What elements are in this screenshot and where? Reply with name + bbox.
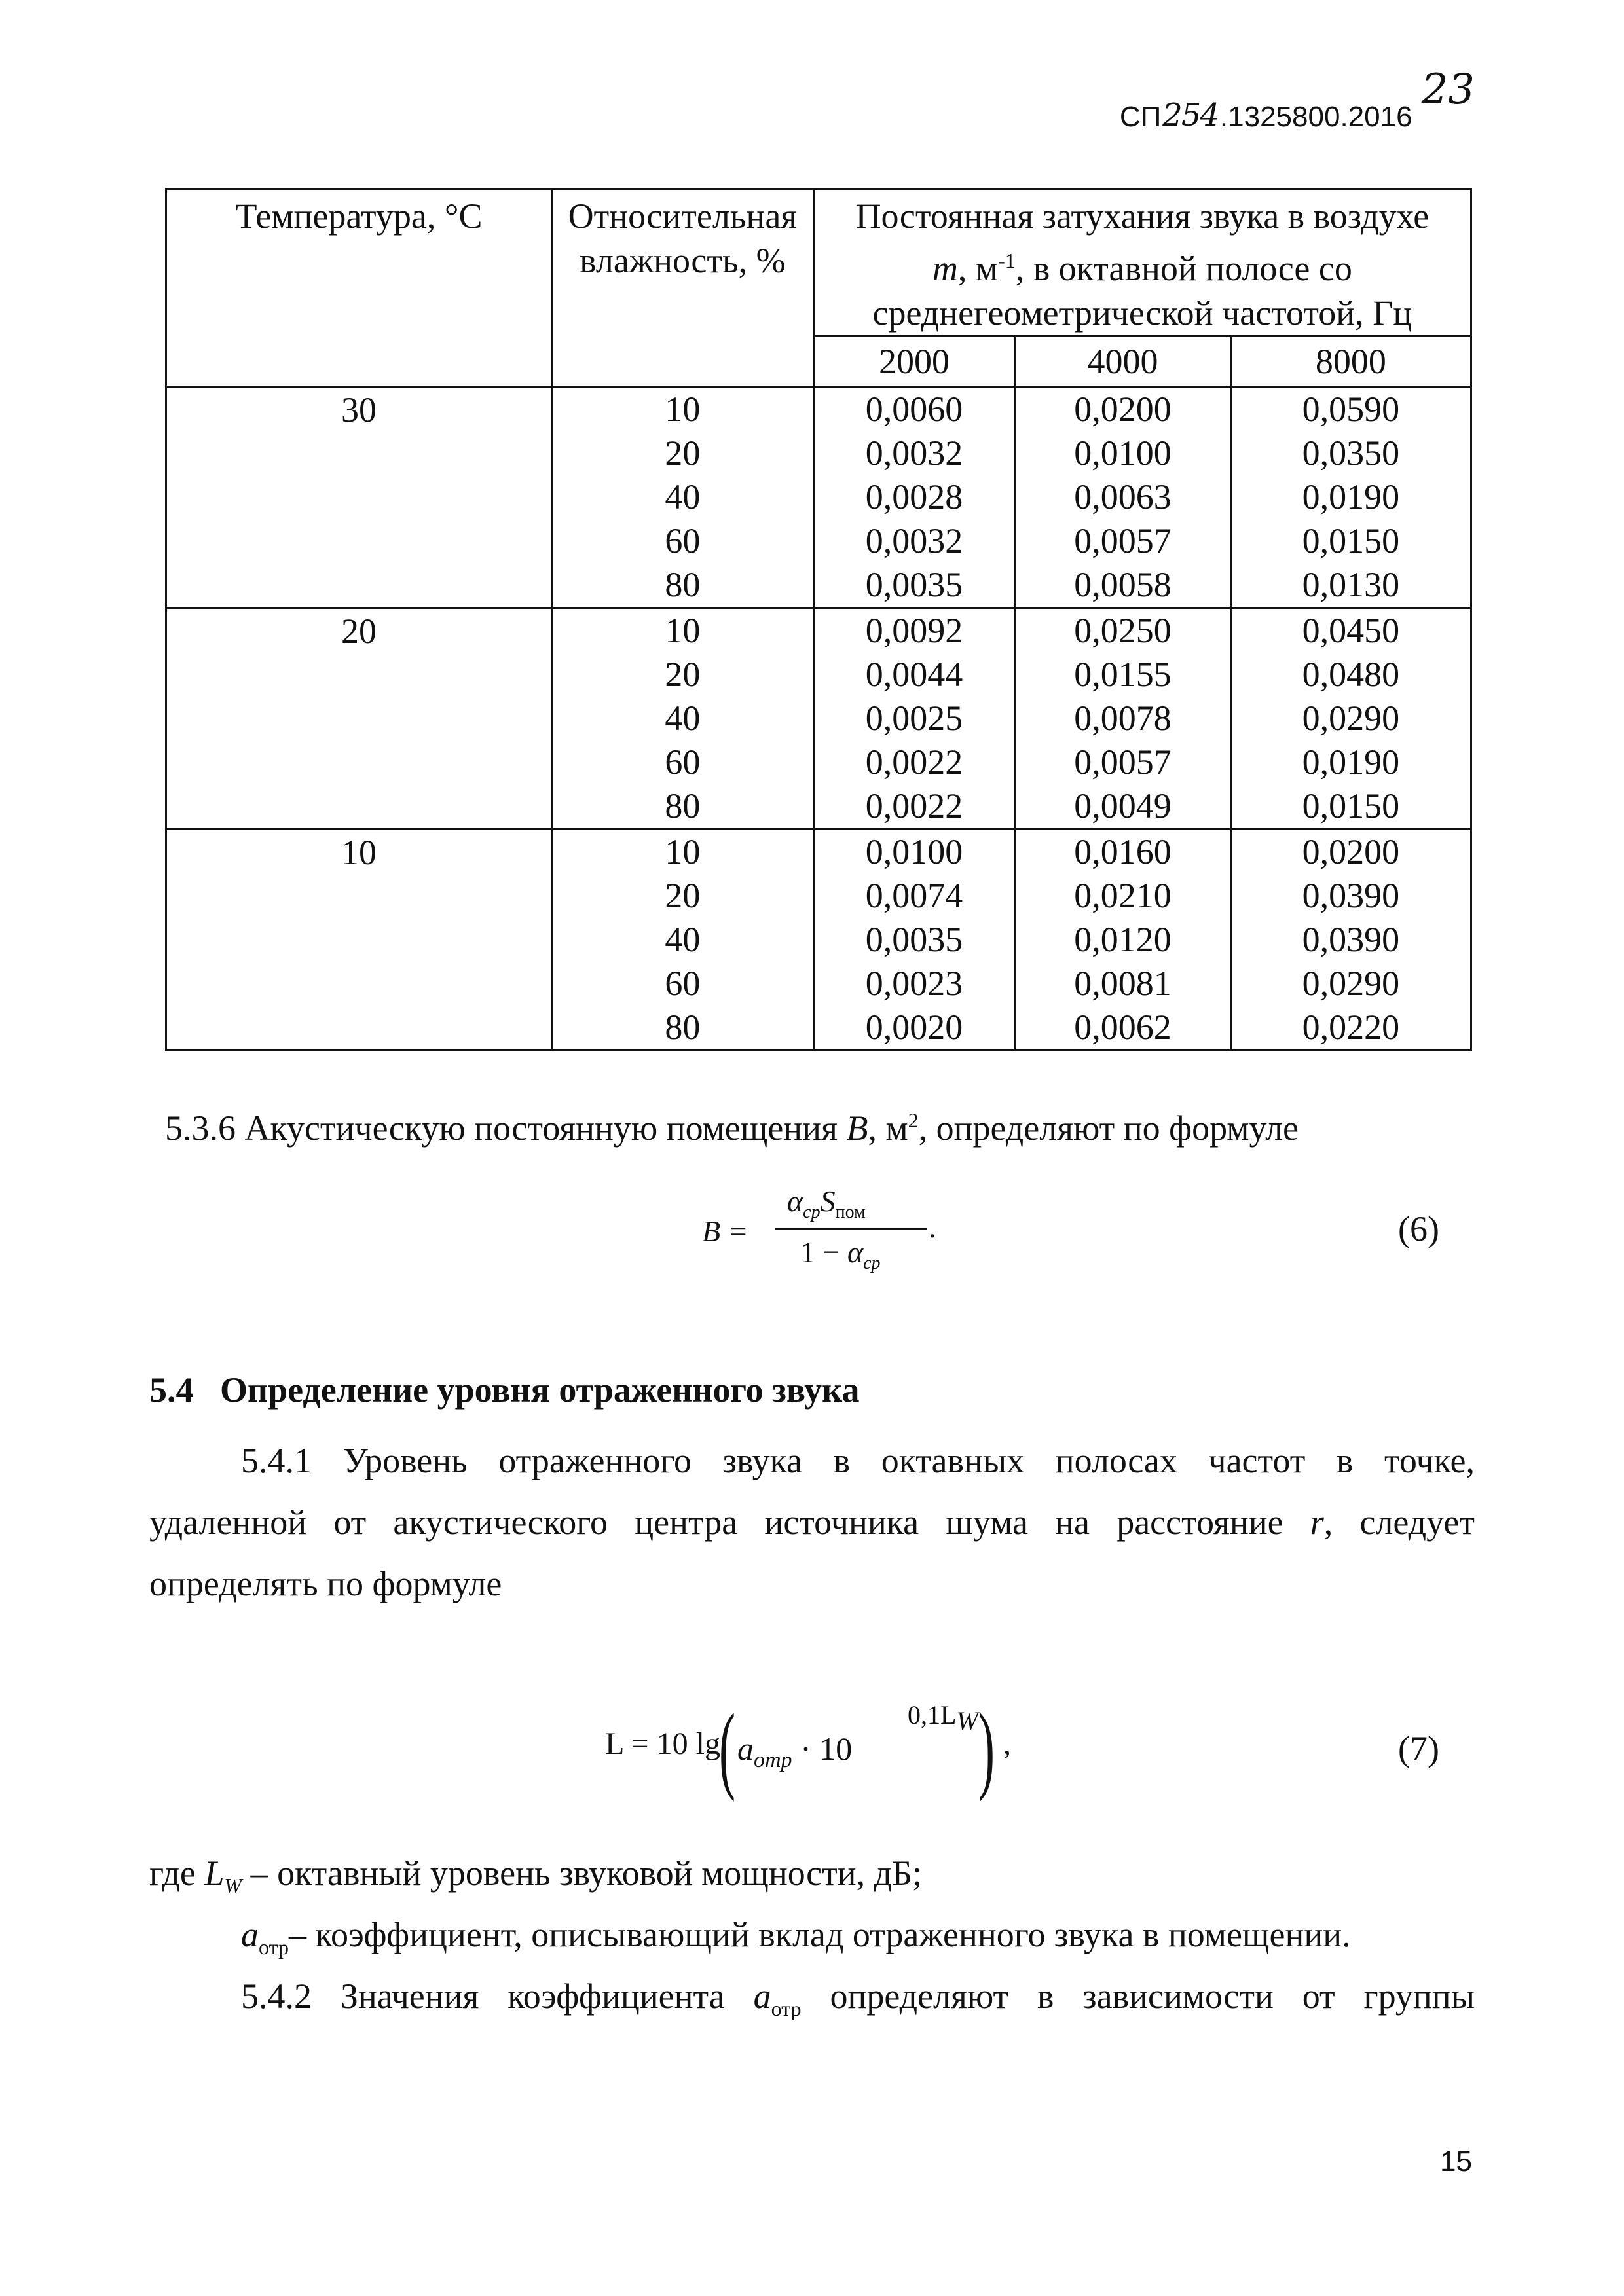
cell-humidity-value: 40 <box>665 477 701 517</box>
p536-text-c: , определяют по формуле <box>918 1108 1299 1148</box>
cell-f8000-value: 0,0350 <box>1302 433 1400 473</box>
cell-humidity-value: 10 <box>665 390 701 429</box>
cell-f2000 <box>813 387 1014 608</box>
cell-f8000-value: 0,0590 <box>1302 390 1400 429</box>
formula7-mid: · 10 <box>792 1730 853 1767</box>
cell-humidity <box>551 608 813 829</box>
cell-f4000-value: 0,0057 <box>1074 742 1172 782</box>
header-attenuation-tail: , в октавной полосе со <box>1015 249 1352 288</box>
cell-f8000 <box>1230 829 1471 1051</box>
p536-text-b: , м <box>868 1108 908 1148</box>
equation-number-6: (6) <box>1398 1209 1439 1248</box>
handwritten-page-mark: 23 <box>1421 65 1475 114</box>
cell-f2000 <box>813 829 1014 1051</box>
cell-temperature: 10 <box>166 829 552 1051</box>
formula6-denominator <box>800 1235 881 1274</box>
formula7-right-paren: ) <box>978 1694 995 1802</box>
cell-f4000-value: 0,0049 <box>1074 786 1172 826</box>
header-freq-2000: 2000 <box>813 337 1014 387</box>
p542-text-b: определяют в зависимости от группы <box>801 1977 1475 2016</box>
cell-f4000-value: 0,0058 <box>1074 565 1172 604</box>
p541-line3: определять по формуле <box>149 1564 502 1603</box>
document-code-prefix: СП <box>1119 101 1162 133</box>
cell-f4000-value: 0,0062 <box>1074 1008 1172 1047</box>
p541-line1: 5.4.1 Уровень отраженного звука в октавных полосах частот в точке, <box>241 1441 1475 1480</box>
cell-humidity-value: 60 <box>665 964 701 1003</box>
cell-f8000-value: 0,0290 <box>1302 964 1400 1003</box>
page-number: 15 <box>1440 2145 1472 2178</box>
formula7-a-sub: отр <box>754 1748 792 1772</box>
cell-humidity-value: 20 <box>665 876 701 915</box>
cell-f8000-value: 0,0450 <box>1302 611 1400 650</box>
cell-humidity-value: 10 <box>665 611 701 650</box>
def-lw-sub: W <box>224 1873 242 1897</box>
document-code <box>1119 65 1475 134</box>
cell-humidity <box>551 387 813 608</box>
cell-f2000-value: 0,0074 <box>865 876 963 915</box>
cell-humidity-value: 40 <box>665 699 701 738</box>
symbol-r: r <box>1310 1503 1324 1542</box>
cell-humidity-value: 80 <box>665 1008 701 1047</box>
cell-temperature: 20 <box>166 608 552 829</box>
cell-f8000-value: 0,0220 <box>1302 1008 1400 1047</box>
formula7-exp-sub: W <box>956 1706 978 1736</box>
def-a-symbol: a <box>241 1915 259 1954</box>
table-body <box>166 387 1471 1051</box>
cell-f2000-value: 0,0020 <box>865 1008 963 1047</box>
equation-number-7: (7) <box>1398 1729 1439 1768</box>
cell-f2000-value: 0,0035 <box>865 920 963 959</box>
cell-f4000-value: 0,0078 <box>1074 699 1172 738</box>
p542-a-sub: отр <box>771 1996 802 2020</box>
formula6-tail: . <box>929 1211 936 1244</box>
formula7-lhs: L = 10 lg <box>605 1726 720 1761</box>
cell-humidity-value: 60 <box>665 742 701 782</box>
cell-humidity-value: 20 <box>665 433 701 473</box>
table-row <box>166 387 1471 608</box>
formula6-alpha-sub: ср <box>803 1202 821 1223</box>
document-code-suffix: .1325800.2016 <box>1219 101 1412 133</box>
cell-f4000-value: 0,0081 <box>1074 964 1172 1003</box>
formula6-s: S <box>820 1184 836 1218</box>
cell-f8000-value: 0,0390 <box>1302 920 1400 959</box>
cell-f4000 <box>1015 387 1230 608</box>
cell-f4000-value: 0,0155 <box>1074 655 1172 694</box>
formula6-numerator <box>787 1184 866 1223</box>
p542-text-a: 5.4.2 Значения коэффициента <box>241 1977 754 2016</box>
def-a-text: – коэффициент, описывающий вклад отраженного звука в помещении. <box>288 1915 1351 1954</box>
formula6-fraction-bar <box>775 1228 927 1230</box>
cell-f4000 <box>1015 829 1230 1051</box>
header-attenuation-line2 <box>815 238 1470 291</box>
header-freq-8000: 8000 <box>1230 337 1471 387</box>
cell-f2000-value: 0,0100 <box>865 832 963 871</box>
cell-f2000-value: 0,0025 <box>865 699 963 738</box>
cell-humidity-value: 60 <box>665 521 701 560</box>
cell-f8000-value: 0,0150 <box>1302 521 1400 560</box>
def-where: где <box>149 1853 205 1893</box>
table-row <box>166 829 1471 1051</box>
header-attenuation-line3: среднегеометрической частотой, Гц <box>872 293 1412 333</box>
def-lw-text: – октавный уровень звуковой мощности, дБ; <box>242 1853 923 1893</box>
heading-text: Определение уровня отраженного звука <box>220 1370 860 1410</box>
cell-f8000 <box>1230 608 1471 829</box>
cell-f8000-value: 0,0130 <box>1302 565 1400 604</box>
formula7-exp: 0,1L <box>908 1700 957 1730</box>
header-humidity <box>551 189 813 387</box>
cell-f2000-value: 0,0035 <box>865 565 963 604</box>
p536-sup: 2 <box>908 1108 919 1132</box>
cell-f4000-value: 0,0160 <box>1074 832 1172 871</box>
cell-f2000 <box>813 608 1014 829</box>
cell-f8000 <box>1230 387 1471 608</box>
p536-text-a: 5.3.6 Акустическую постоянную помещения <box>165 1108 847 1148</box>
table-row <box>166 608 1471 829</box>
formula7-a: a <box>737 1730 754 1767</box>
cell-f4000-value: 0,0200 <box>1074 390 1172 429</box>
cell-humidity-value: 80 <box>665 786 701 826</box>
formula-7 <box>605 1696 1011 1807</box>
formula7-exponent <box>908 1700 978 1736</box>
header-freq-4000: 4000 <box>1015 337 1230 387</box>
cell-f4000-value: 0,0057 <box>1074 521 1172 560</box>
cell-f2000-value: 0,0032 <box>865 433 963 473</box>
cell-f8000-value: 0,0200 <box>1302 832 1400 871</box>
symbol-b: B <box>846 1108 868 1148</box>
cell-f8000-value: 0,0480 <box>1302 655 1400 694</box>
document-code-handwritten: 254 <box>1162 97 1219 134</box>
cell-f8000-value: 0,0390 <box>1302 876 1400 915</box>
cell-f4000-value: 0,0063 <box>1074 477 1172 517</box>
section-heading-5-4 <box>149 1370 859 1410</box>
cell-humidity-value: 10 <box>665 832 701 871</box>
cell-f2000-value: 0,0092 <box>865 611 963 650</box>
cell-f2000-value: 0,0028 <box>865 477 963 517</box>
formula6-s-sub: пом <box>835 1202 866 1223</box>
cell-temperature: 30 <box>166 387 552 608</box>
def-lw-symbol: L <box>204 1853 225 1893</box>
formula6-alpha: α <box>787 1184 803 1218</box>
formula6-den-alpha: α <box>847 1235 864 1269</box>
formula7-tail: , <box>1003 1726 1011 1761</box>
cell-f4000 <box>1015 608 1230 829</box>
p542-a-symbol: a <box>753 1977 771 2016</box>
symbol-m: m <box>932 249 958 288</box>
p541-line2a: удаленной от акустического центра источника шума на расстояние <box>149 1503 1310 1542</box>
cell-f2000-value: 0,0023 <box>865 964 963 1003</box>
cell-f8000-value: 0,0190 <box>1302 477 1400 517</box>
cell-humidity-value: 20 <box>665 655 701 694</box>
cell-f8000-value: 0,0150 <box>1302 786 1400 826</box>
cell-f2000-value: 0,0060 <box>865 390 963 429</box>
cell-f2000-value: 0,0022 <box>865 786 963 826</box>
header-attenuation-unit: , м <box>957 249 999 288</box>
formula6-lhs: B = <box>702 1214 748 1248</box>
cell-humidity-value: 40 <box>665 920 701 959</box>
header-attenuation <box>813 189 1471 337</box>
formula6-den-alpha-sub: ср <box>863 1253 881 1274</box>
header-attenuation-line1: Постоянная затухания звука в воздухе <box>855 196 1430 236</box>
p541-line2 <box>149 1491 1475 1553</box>
formula7-left-paren: ( <box>719 1694 735 1802</box>
formula6-den-one: 1 − <box>800 1235 847 1269</box>
cell-f2000-value: 0,0022 <box>865 742 963 782</box>
cell-f4000-value: 0,0250 <box>1074 611 1172 650</box>
cell-humidity <box>551 829 813 1051</box>
formula7-body <box>737 1730 852 1773</box>
paragraph-5-4-2 <box>241 1965 1475 2039</box>
header-attenuation-sup: -1 <box>998 249 1016 272</box>
cell-f8000-value: 0,0290 <box>1302 699 1400 738</box>
header-temperature: Температура, °С <box>166 189 552 387</box>
header-humidity-line1: Относительная <box>568 196 798 236</box>
cell-f8000-value: 0,0190 <box>1302 742 1400 782</box>
def-a-sub: отр <box>259 1935 289 1959</box>
cell-f4000-value: 0,0210 <box>1074 876 1172 915</box>
formula-6 <box>702 1184 977 1295</box>
cell-f2000-value: 0,0044 <box>865 655 963 694</box>
cell-f4000-value: 0,0100 <box>1074 433 1172 473</box>
attenuation-table <box>165 188 1472 1051</box>
cell-f4000-value: 0,0120 <box>1074 920 1172 959</box>
cell-f2000-value: 0,0032 <box>865 521 963 560</box>
p541-line2b: , следует <box>1323 1503 1475 1542</box>
cell-humidity-value: 80 <box>665 565 701 604</box>
heading-number: 5.4 <box>149 1370 194 1410</box>
header-humidity-line2: влажность, % <box>580 241 786 280</box>
paragraph-5-3-6 <box>165 1089 1299 1159</box>
